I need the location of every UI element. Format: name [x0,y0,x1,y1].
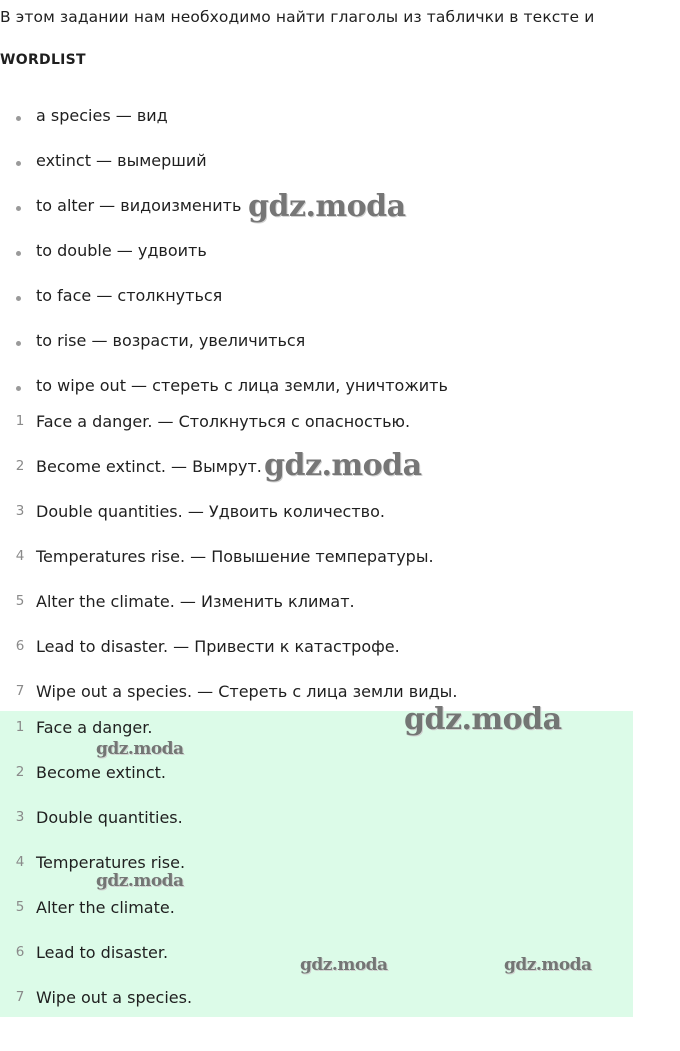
bullet-icon [16,116,21,121]
item-number: 5 [15,899,25,915]
wordlist-item-text: extinct — вымерший [36,151,207,170]
wordlist-item-text: to wipe out — стереть с лица земли, уничтожить [36,376,448,395]
watermark: gdz.moda [300,955,388,975]
wordlist-item-text: to double — удвоить [36,241,207,260]
wordlist-item-text: to rise — возрасти, увеличиться [36,331,306,350]
item-number: 2 [15,458,25,474]
bullet-icon [16,206,21,211]
watermark: gdz.moda [264,448,422,483]
bullet-icon [16,251,21,256]
item-number: 4 [15,854,25,870]
watermark: gdz.moda [96,739,184,759]
item-text: Wipe out a species. [36,988,193,1007]
item-number: 1 [15,413,25,429]
item-text: Face a danger. [36,718,153,737]
watermark: gdz.moda [504,955,592,975]
item-text: Wipe out a species. — Стереть с лица земли виды. [36,682,458,701]
item-text: Double quantities. [36,808,183,827]
item-text: Alter the climate. — Изменить климат. [36,592,355,611]
item-number: 1 [15,719,25,735]
item-number: 3 [15,809,25,825]
watermark: gdz.moda [404,702,562,737]
item-number: 5 [15,593,25,609]
item-text: Lead to disaster. [36,943,169,962]
item-text: Alter the climate. [36,898,175,917]
bullet-icon [16,341,21,346]
bullet-icon [16,386,21,391]
wordlist-title: WORDLIST [0,52,86,68]
item-text: Become extinct. — Вымрут. [36,457,262,476]
item-number: 6 [15,944,25,960]
item-text: Lead to disaster. — Привести к катастрофе. [36,637,400,656]
intro-text: В этом задании нам необходимо найти глаголы из таблички в тексте и [0,8,595,26]
bullet-icon [16,161,21,166]
watermark: gdz.moda [248,189,406,224]
item-number: 6 [15,638,25,654]
item-number: 3 [15,503,25,519]
item-number: 2 [15,764,25,780]
item-text: Become extinct. [36,763,166,782]
item-text: Temperatures rise. [36,853,186,872]
item-number: 4 [15,548,25,564]
wordlist-item-text: to alter — видоизменить [36,196,242,215]
item-text: Double quantities. — Удвоить количество. [36,502,385,521]
watermark: gdz.moda [96,871,184,891]
bullet-icon [16,296,21,301]
item-text: Temperatures rise. — Повышение температуры. [36,547,434,566]
item-text: Face a danger. — Столкнуться с опасностью. [36,412,411,431]
item-number: 7 [15,989,25,1005]
wordlist-item-text: to face — столкнуться [36,286,223,305]
wordlist-item-text: a species — вид [36,106,168,125]
item-number: 7 [15,683,25,699]
